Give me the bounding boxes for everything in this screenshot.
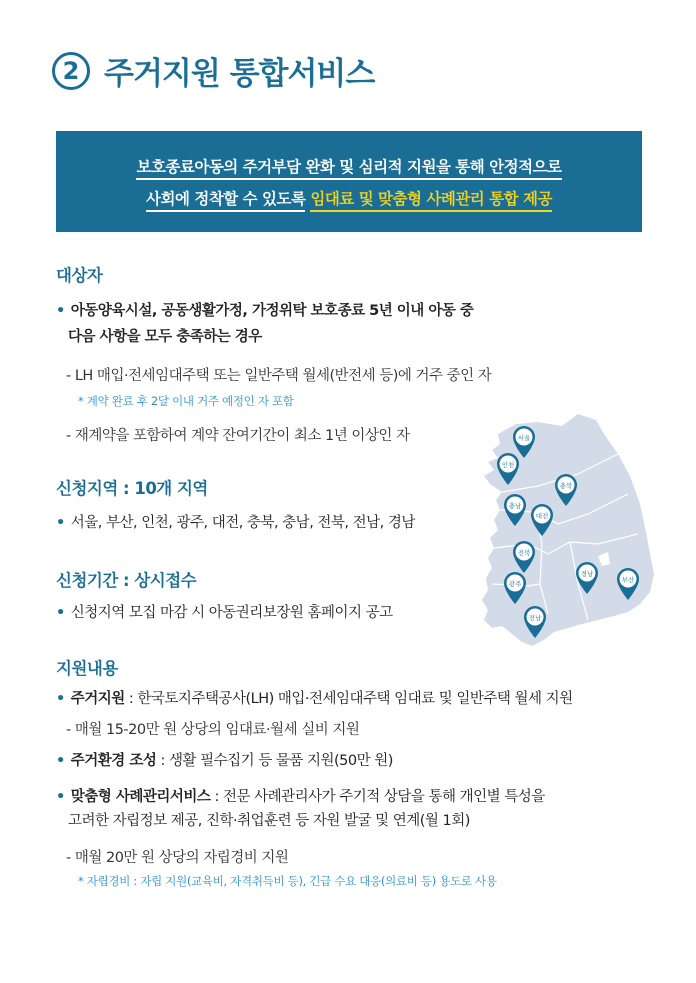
korea-map-illustration [478, 414, 658, 654]
map-pin-label: 인천 [501, 461, 515, 469]
target-note-1: * 계약 완료 후 2달 이내 거주 예정인 자 포함 [78, 394, 294, 408]
support-item-3-text: : 전문 사례관리사가 주기적 상담을 통해 개인별 특성을 [210, 789, 545, 805]
map-pin-label: 충북 [559, 482, 573, 490]
support-item-3-label: 맞춤형 사례관리서비스 [70, 789, 211, 805]
map-pin-label: 충남 [508, 502, 522, 510]
map-pin-8 [615, 567, 641, 601]
support-item-1-label: 주거지원 [70, 691, 125, 707]
support-item-2-label: 주거환경 조성 [70, 753, 157, 769]
map-pin-2 [495, 452, 521, 486]
support-item-1-sub: - 매월 15-20만 원 상당의 임대료·월세 실비 지원 [66, 722, 360, 738]
banner-dot-border [56, 122, 642, 136]
support-item-3-sub: - 매월 20만 원 상당의 자립경비 지원 [66, 850, 289, 866]
target-bullet [56, 300, 473, 322]
map-pin-label: 광주 [508, 580, 522, 588]
map-pin-label: 전북 [517, 549, 531, 557]
map-pin-label: 부산 [621, 576, 635, 584]
page-title: 주거지원 통합서비스 [104, 56, 375, 92]
map-pin-7 [574, 561, 600, 595]
period-heading: 신청기간 : 상시접수 [56, 571, 197, 590]
region-bullet-text: 서울, 부산, 인천, 광주, 대전, 충북, 충남, 전북, 전남, 경남 [70, 515, 415, 531]
banner-highlight-text: 임대료 및 맞춤형 사례관리 통합 제공 [310, 190, 552, 212]
support-item-1-text: : 한국토지주택공사(LH) 매입·전세임대주택 임대료 및 일반주택 월세 지원 [124, 691, 573, 707]
map-pin-9 [502, 571, 528, 605]
map-pin-label: 전남 [528, 614, 542, 622]
support-item-3-note: * 자립경비 : 자립 지원(교육비, 자격취득비 등), 긴급 수요 대응(의료비 등) 용도로 사용 [78, 874, 497, 888]
support-item-3-line2: 고려한 자립정보 제공, 진학·취업훈련 등 자원 발굴 및 연계(월 1회) [68, 813, 470, 829]
target-sub-1: - LH 매입·전세임대주택 또는 일반주택 월세(반전세 등)에 거주 중인 자 [66, 368, 492, 384]
map-pin-5 [529, 503, 555, 537]
map-pin-3 [553, 473, 579, 507]
map-pin-4 [502, 493, 528, 527]
map-pin-6 [511, 540, 537, 574]
support-heading: 지원내용 [56, 659, 118, 678]
page-title-block [52, 48, 374, 93]
banner-line-2 [56, 187, 642, 209]
korea-map-shape [482, 414, 654, 646]
section-number: 2 [52, 52, 90, 90]
support-item-2: • 주거환경 조성 : 생활 필수집기 등 물품 지원(50만 원) [56, 753, 393, 769]
target-sub-2: - 재계약을 포함하여 계약 잔여기간이 최소 1년 이상인 자 [66, 428, 410, 444]
region-bullet: • 서울, 부산, 인천, 광주, 대전, 충북, 충남, 전북, 전남, 경남 [56, 515, 415, 531]
period-bullet: • 신청지역 모집 마감 시 아동권리보장원 홈페이지 공고 [56, 605, 393, 621]
map-pin-10 [522, 605, 548, 639]
region-heading: 신청지역 : 10개 지역 [56, 479, 208, 498]
map-pin-label: 서울 [517, 434, 531, 442]
banner-line-1-text: 보호종료아동의 주거부담 완화 및 심리적 지원을 통해 안정적으로 [136, 158, 561, 180]
map-pin-label: 경남 [580, 570, 594, 578]
support-item-3: • 맞춤형 사례관리서비스 : 전문 사례관리사가 주기적 상담을 통해 개인별 특성을 [56, 789, 545, 805]
period-bullet-text: 신청지역 모집 마감 시 아동권리보장원 홈페이지 공고 [70, 605, 393, 621]
bullet-dot: • [56, 303, 65, 319]
target-bullet-line1: 아동양육시설, 공동생활가정, 가정위탁 보호종료 5년 이내 아동 중 [70, 303, 474, 319]
target-bullet-line2: 다음 사항을 모두 충족하는 경우 [68, 329, 262, 345]
map-pin-label: 대전 [535, 512, 549, 520]
support-item-1: • 주거지원 : 한국토지주택공사(LH) 매입·전세임대주택 임대료 및 일반주택 월세 지원 [56, 691, 573, 707]
support-item-2-text: : 생활 필수집기 등 물품 지원(50만 원) [156, 753, 393, 769]
banner-line-2-text: 사회에 정착할 수 있도록 [146, 190, 305, 212]
banner-line-1 [56, 155, 642, 177]
summary-banner [56, 131, 642, 232]
target-heading: 대상자 [56, 266, 103, 285]
